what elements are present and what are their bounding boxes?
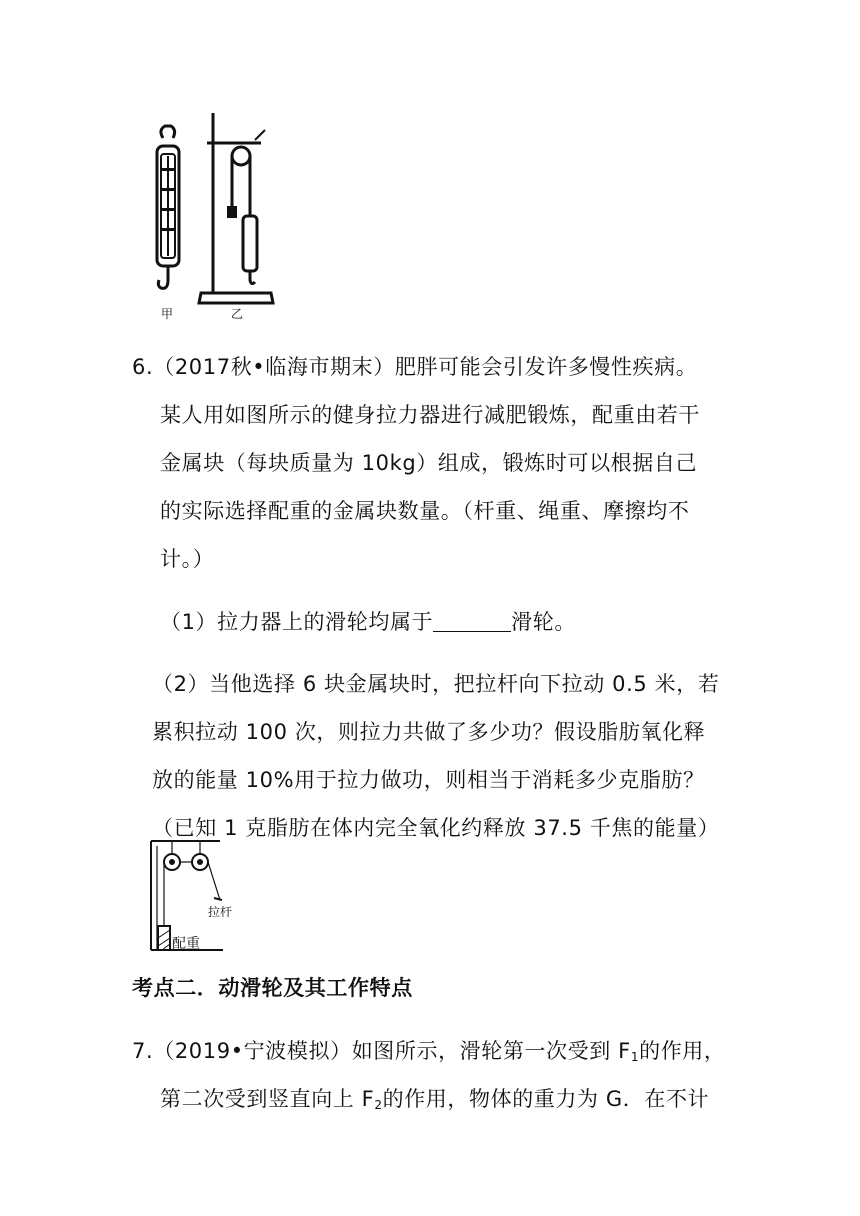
- q7-text-b: 的作用，: [639, 1039, 726, 1063]
- pulley-machine-figure: [148, 838, 233, 956]
- q6-sub2-line4: （已知 1 克脂肪在体内完全氧化约释放 37.5 千焦的能量）: [152, 816, 720, 840]
- q7-f2-subscript: 2: [374, 1098, 383, 1112]
- label-lever: 拉杆: [208, 905, 233, 919]
- label-counterweight: 配重: [172, 936, 200, 952]
- q6-sub1: [160, 608, 576, 636]
- answer-blank[interactable]: [433, 611, 511, 632]
- label-yi: 乙: [231, 307, 244, 321]
- q6-line4: 的实际选择配重的金属块数量。（杆重、绳重、摩擦均不: [160, 499, 690, 523]
- q7-line2-a: 第二次受到竖直向上 F: [160, 1087, 375, 1111]
- q7-f1-subscript: 1: [630, 1050, 640, 1064]
- q6-sub2-line1: （2）当他选择 6 块金属块时，把拉杆向下拉动 0.5 米，若: [152, 672, 720, 696]
- q6-sub1-before: （1）拉力器上的滑轮均属于: [160, 610, 434, 634]
- q7-number: 7.: [132, 1039, 154, 1063]
- q6-sub1-after: 滑轮。: [511, 610, 576, 634]
- section-title: 考点二．动滑轮及其工作特点: [132, 976, 413, 1000]
- q7-source: （2019•宁波模拟）: [153, 1039, 352, 1063]
- q6-line2: 某人用如图所示的健身拉力器进行减肥锻炼，配重由若干: [160, 403, 700, 427]
- q6-line5: 计。）: [160, 547, 215, 571]
- q6-sub2-line2: 累积拉动 100 次，则拉力共做了多少功？假设脂肪氧化释: [152, 720, 706, 744]
- q7-text-a: 如图所示，滑轮第一次受到 F: [351, 1039, 631, 1063]
- q6-number: 6.: [132, 355, 154, 379]
- spring-scale-figure: [143, 108, 283, 323]
- q6-sub2-line3: 放的能量 10%用于拉力做功，则相当于消耗多少克脂肪？: [152, 768, 705, 792]
- q6-intro: 肥胖可能会引发许多慢性疾病。: [394, 355, 698, 379]
- q7-line2-b: 的作用，物体的重力为 G．在不计: [382, 1087, 710, 1111]
- q7-line1: [132, 1037, 726, 1071]
- q6-source: （2017秋•临海市期末）: [153, 355, 395, 379]
- q6-line1: [132, 353, 697, 381]
- q6-line3: 金属块（每块质量为 10kg）组成，锻炼时可以根据自己: [160, 451, 698, 475]
- label-jia: 甲: [161, 307, 174, 321]
- q7-line2: [160, 1085, 709, 1119]
